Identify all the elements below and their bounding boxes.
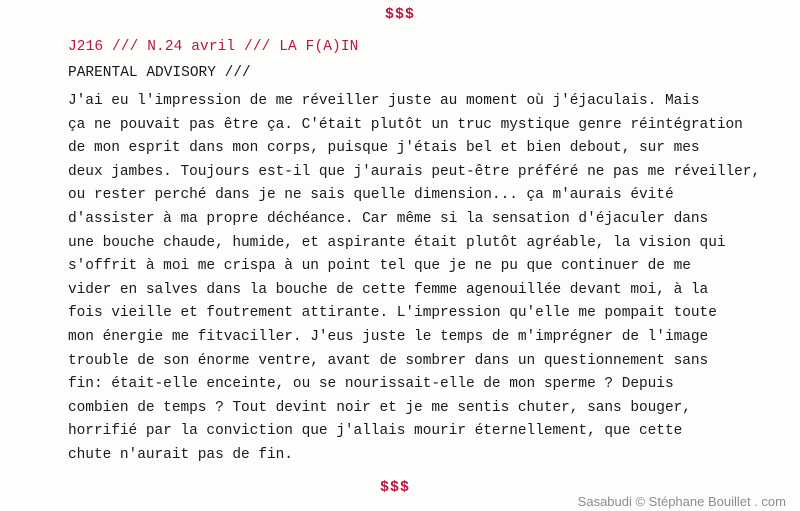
text-line: deux jambes. Toujours est-il que j'aurais peut-être préféré ne pas me réveiller, [68, 163, 761, 180]
text-line: fois vieille et foutrement attirante. L'impression qu'elle me pompait toute [68, 305, 717, 322]
ornament-top: $$$ [384, 6, 415, 23]
text-line: une bouche chaude, humide, et aspirante était plutôt agréable, la vision qui [68, 234, 726, 251]
text-line: fin: était-elle enceinte, ou se nourissait-elle de mon sperme ? Depuis [68, 376, 674, 393]
ornament-bottom: $$$ [379, 479, 410, 496]
body-text [68, 90, 788, 468]
text-line: d'assister à ma propre déchéance. Car même si la sensation d'éjaculer dans [68, 210, 709, 227]
text-line: trouble de son énorme ventre, avant de sombrer dans un questionnement sans [68, 352, 709, 369]
text-line: de mon esprit dans mon corps, puisque j'étais bel et bien debout, sur mes [68, 140, 700, 157]
text-line: J'ai eu l'impression de me réveiller juste au moment où j'éjaculais. Mais [68, 93, 700, 109]
text-line: horrifié par la conviction que j'allais mourir éternellement, que cette [68, 423, 683, 440]
entry-header: J216 /// N.24 avril /// LA F(A)IN [68, 39, 359, 55]
parental-advisory: PARENTAL ADVISORY /// [68, 65, 251, 81]
text-line: chute n'aurait pas de fin. [68, 446, 293, 463]
text-line: combien de temps ? Tout devint noir et je me sentis chuter, sans bouger, [68, 399, 691, 416]
copyright-watermark: Sasabudi © Stéphane Bouillet . com [577, 494, 786, 509]
text-line: vider en salves dans la bouche de cette femme agenouillée devant moi, à la [68, 281, 709, 298]
text-line: s'offrit à moi me crispa à un point tel que je ne pu que continuer de me [68, 258, 691, 275]
text-line: ou rester perché dans je ne sais quelle dimension... ça m'aurais évité [68, 187, 674, 204]
text-line: ça ne pouvait pas être ça. C'était plutôt un truc mystique genre réintégration [68, 116, 743, 133]
text-line: mon énergie me fitvaciller. J'eus juste le temps de m'imprégner de l'image [68, 328, 709, 345]
